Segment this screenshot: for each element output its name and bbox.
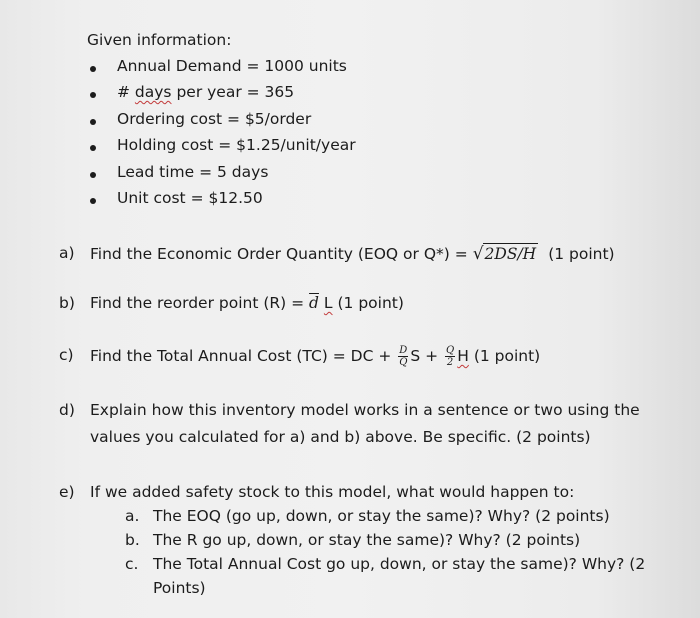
- question-a-text: Find the Economic Order Quantity (EOQ or Q*) =: [90, 245, 473, 263]
- bullet: [90, 198, 96, 204]
- sub-a-letter: a.: [125, 507, 140, 525]
- question-d-line2: values you calculated for a) and b) above. Be specific. (2 points): [90, 428, 591, 446]
- bullet: [90, 172, 96, 178]
- question-e-letter: e): [59, 483, 75, 501]
- sub-c-text-cont: Points): [153, 579, 206, 597]
- holding-symbol: H: [457, 347, 469, 365]
- given-item-5: Lead time = 5 days: [117, 163, 269, 181]
- question-b: [90, 293, 404, 313]
- question-c-text: Find the Total Annual Cost (TC) = DC +: [90, 347, 397, 365]
- bullet: [90, 92, 96, 98]
- bullet: [90, 145, 96, 151]
- given-item-2-prefix: #: [117, 83, 135, 101]
- fraction-q-over-2: $\frac{Q}{2}$: [446, 345, 455, 368]
- spellcheck-word: days: [134, 83, 172, 101]
- question-a-letter: a): [59, 244, 75, 262]
- question-b-text: Find the reorder point (R) =: [90, 294, 310, 312]
- question-c-letter: c): [59, 346, 74, 364]
- eoq-formula: 2DS/H: [484, 245, 537, 263]
- sub-c-text: The Total Annual Cost go up, down, or stay the same)? Why? (2: [153, 555, 646, 573]
- given-item-6: Unit cost = $12.50: [117, 189, 263, 207]
- bullet: [90, 66, 96, 72]
- given-item-2-suffix: per year = 365: [171, 83, 295, 101]
- question-d-line1: Explain how this inventory model works in a sentence or two using the: [90, 401, 640, 419]
- given-title: Given information:: [87, 31, 232, 49]
- given-item-1: Annual Demand = 1000 units: [117, 57, 347, 75]
- given-item-4: Holding cost = $1.25/unit/year: [117, 136, 356, 154]
- question-a: [90, 243, 615, 264]
- question-c: [90, 345, 540, 368]
- question-c-points: (1 point): [473, 347, 541, 365]
- given-item-2: [117, 82, 294, 102]
- sub-a-text: The EOQ (go up, down, or stay the same)? Why? (2 points): [153, 507, 610, 525]
- lead-time-symbol: L: [323, 294, 333, 312]
- demand-rate-symbol: $\overline{d}$: [309, 294, 319, 312]
- question-d-letter: d): [59, 401, 75, 419]
- given-item-3: Ordering cost = $5/order: [117, 110, 312, 128]
- sub-c-letter: c.: [125, 555, 139, 573]
- question-c-mid: S +: [410, 347, 444, 365]
- fraction-d-over-q: $\frac{D}{Q}$: [399, 345, 408, 368]
- question-b-letter: b): [59, 294, 75, 312]
- sub-b-text: The R go up, down, or stay the same)? Why? (2 points): [153, 531, 581, 549]
- bullet: [90, 119, 96, 125]
- question-b-points: (1 point): [337, 294, 404, 312]
- question-e-intro: If we added safety stock to this model, what would happen to:: [90, 483, 575, 501]
- sub-b-letter: b.: [125, 531, 140, 549]
- question-a-points: (1 point): [548, 245, 615, 263]
- sqrt-symbol: √: [472, 244, 484, 264]
